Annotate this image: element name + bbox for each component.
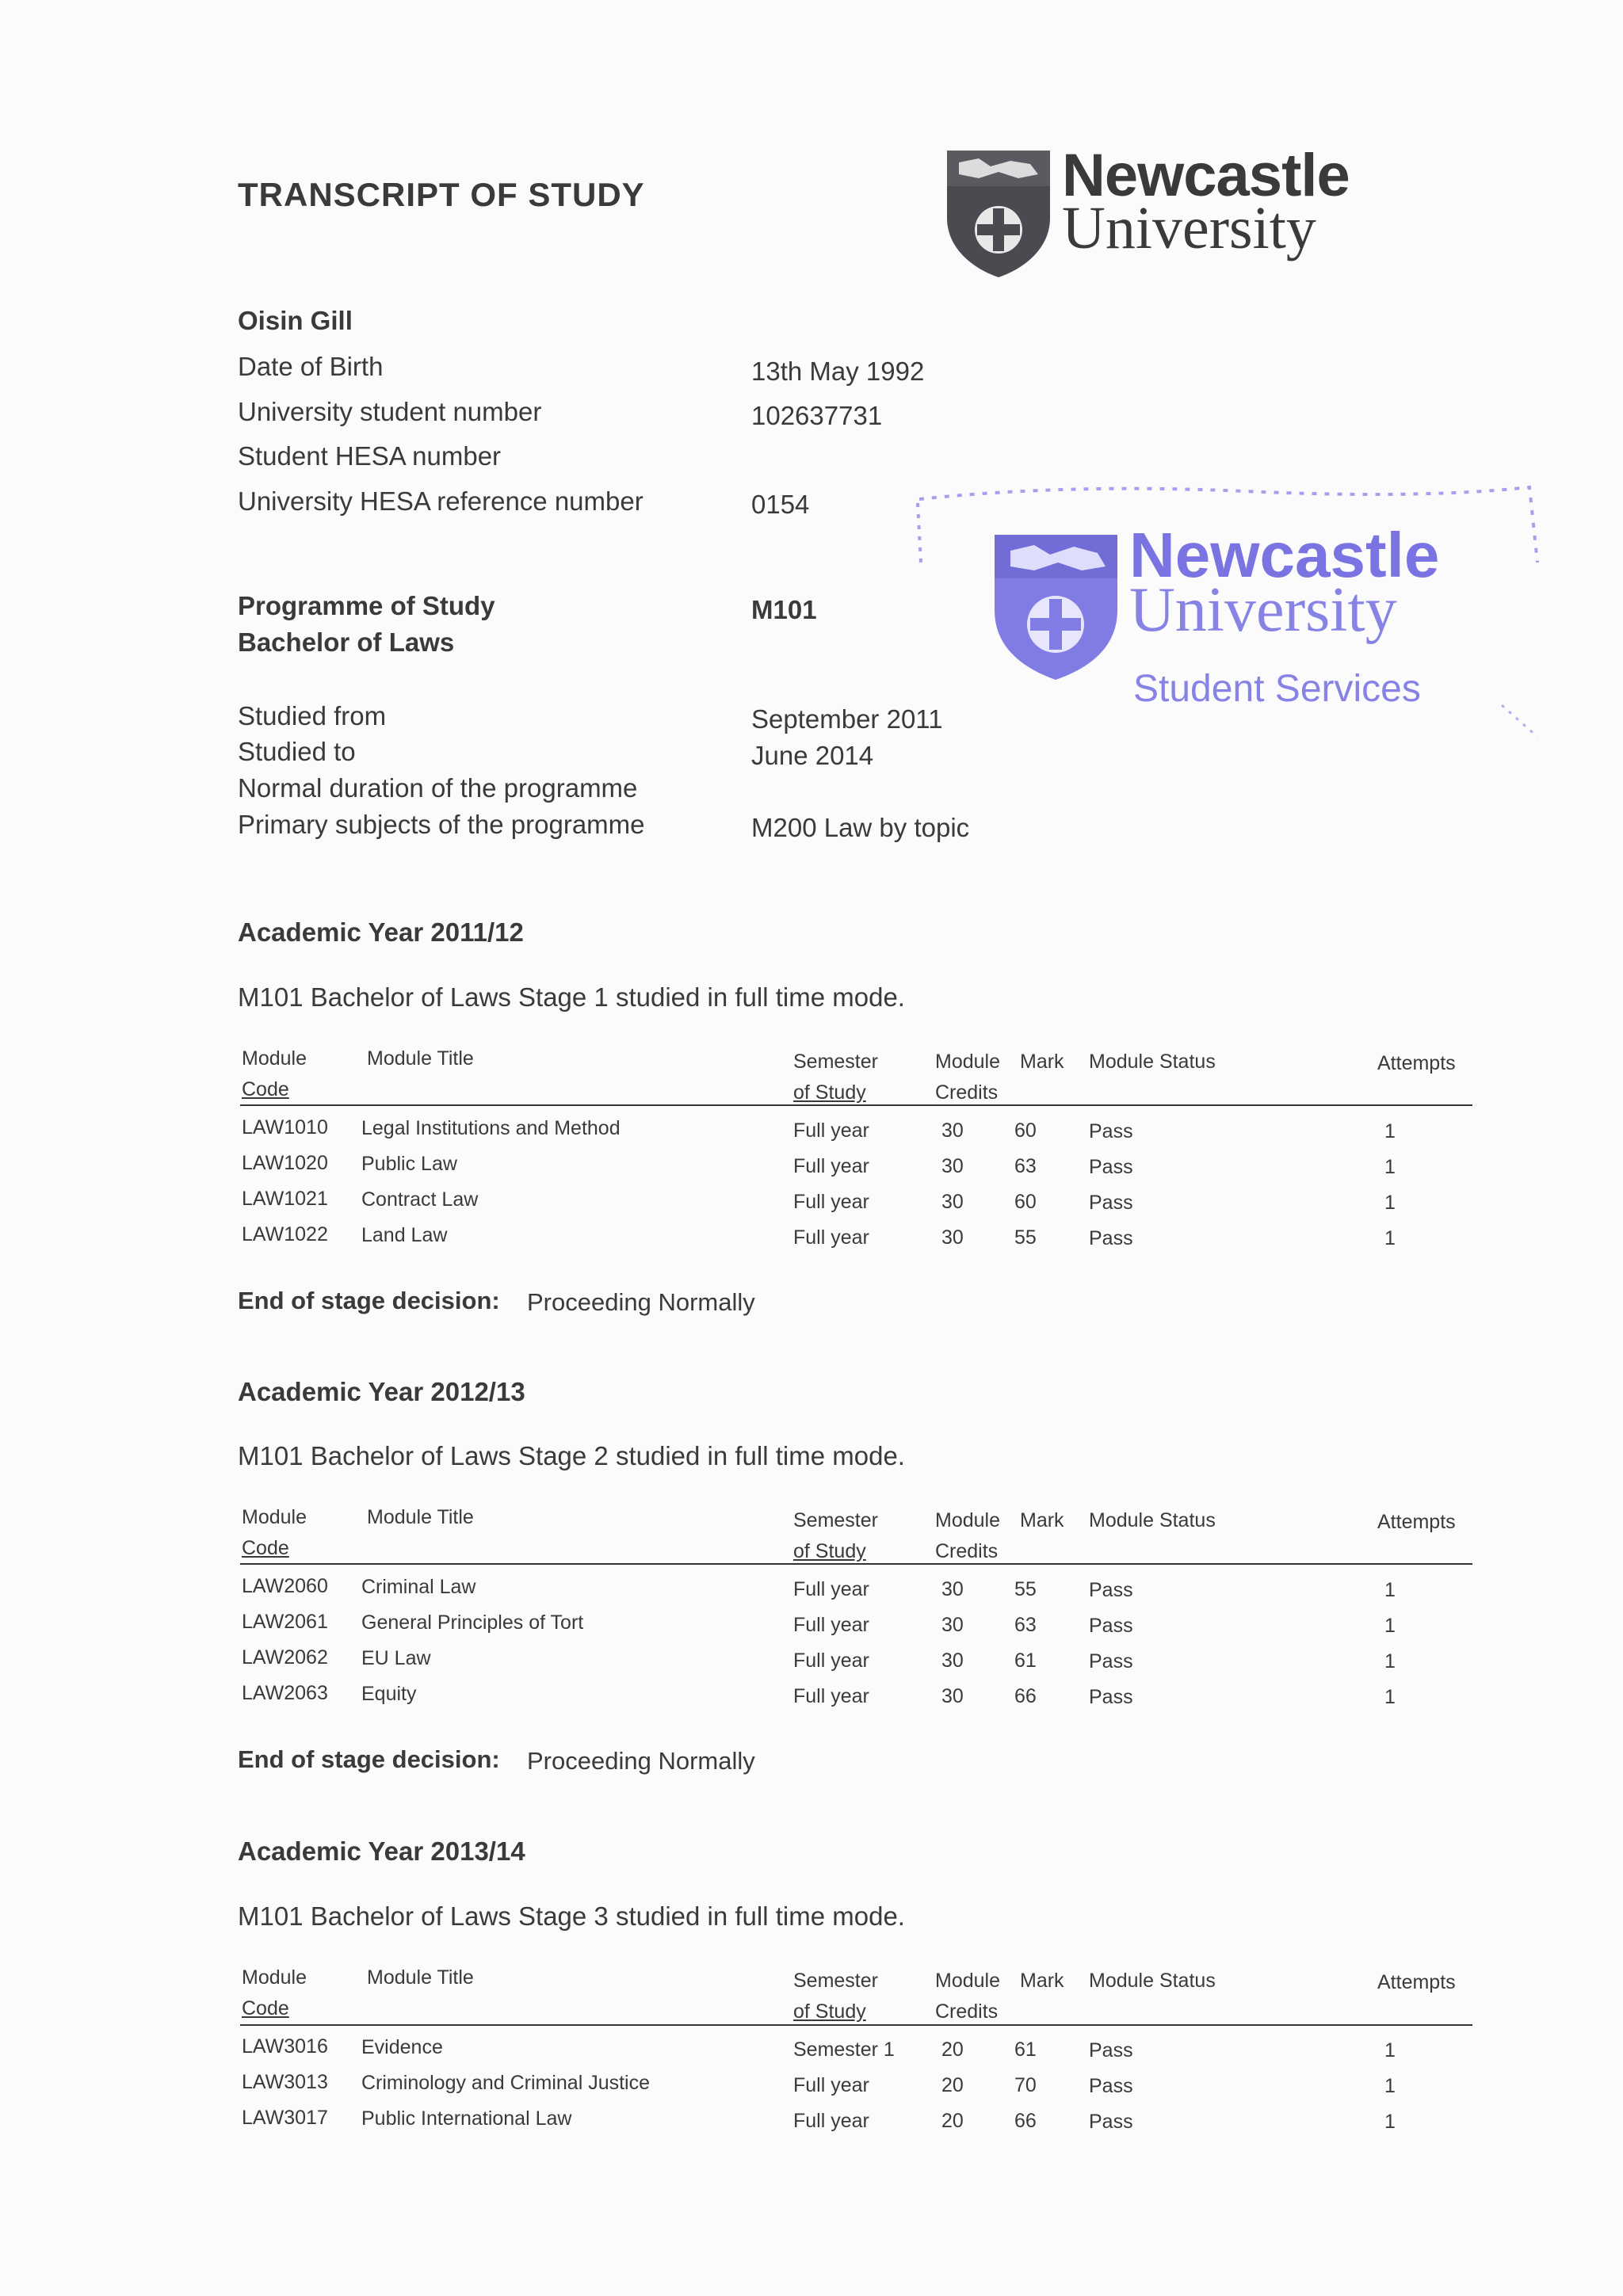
cell-semester: Full year xyxy=(793,1614,869,1636)
cell-semester: Semester 1 xyxy=(793,2039,895,2061)
header-mark: Mark xyxy=(1020,1509,1064,1531)
cell-status: Pass xyxy=(1089,2039,1133,2061)
cell-status: Pass xyxy=(1089,2075,1133,2097)
cell-title: Public International Law xyxy=(361,2107,572,2130)
cell-code: LAW1022 xyxy=(242,1223,328,1245)
header-code: Module xyxy=(242,1966,307,1989)
cell-attempts: 1 xyxy=(1384,1120,1396,1142)
cell-semester: Full year xyxy=(793,2110,869,2132)
student-number-value: 102637731 xyxy=(751,401,883,430)
studied-to-label: Studied to xyxy=(238,737,356,766)
year-description: M101 Bachelor of Laws Stage 2 studied in full time mode. xyxy=(238,1441,905,1470)
cell-status: Pass xyxy=(1089,1650,1133,1672)
document-title: TRANSCRIPT OF STUDY xyxy=(238,176,645,213)
cell-title: Criminology and Criminal Justice xyxy=(361,2072,651,2094)
cell-semester: Full year xyxy=(793,1578,869,1600)
header-attempts: Attempts xyxy=(1377,1971,1456,1993)
header-code: Code xyxy=(242,1537,289,1559)
decision-label: End of stage decision: xyxy=(238,1745,500,1773)
cell-attempts: 1 xyxy=(1384,1192,1396,1214)
header-semester: of Study xyxy=(793,2000,866,2023)
header-semester: Semester xyxy=(793,1509,878,1531)
cell-credits: 30 xyxy=(941,1685,964,1707)
cell-code: LAW3013 xyxy=(242,2071,328,2093)
header-semester: Semester xyxy=(793,1970,878,1992)
programme-code: M101 xyxy=(751,595,817,624)
cell-credits: 30 xyxy=(941,1614,964,1636)
cell-mark: 66 xyxy=(1014,2110,1037,2132)
header-code: Code xyxy=(242,1997,289,2019)
cell-semester: Full year xyxy=(793,1650,869,1672)
cell-title: Legal Institutions and Method xyxy=(361,1117,621,1139)
header-attempts: Attempts xyxy=(1377,1052,1456,1074)
header-title: Module Title xyxy=(367,1047,474,1070)
cell-mark: 60 xyxy=(1014,1191,1037,1213)
logo-text-university: University xyxy=(1062,195,1316,261)
cell-attempts: 1 xyxy=(1384,1686,1396,1708)
table-divider xyxy=(240,2024,1472,2026)
cell-title: EU Law xyxy=(361,1647,431,1669)
cell-mark: 60 xyxy=(1014,1119,1037,1142)
cell-title: Land Law xyxy=(361,1224,448,1246)
cell-status: Pass xyxy=(1089,1615,1133,1637)
cell-attempts: 1 xyxy=(1384,2039,1396,2061)
cell-title: Public Law xyxy=(361,1153,457,1175)
cell-code: LAW2061 xyxy=(242,1611,328,1633)
hesa-ref-label: University HESA reference number xyxy=(238,486,643,516)
cell-code: LAW2060 xyxy=(242,1575,328,1597)
cell-attempts: 1 xyxy=(1384,1615,1396,1637)
cell-attempts: 1 xyxy=(1384,1227,1396,1249)
cell-title: Criminal Law xyxy=(361,1576,476,1598)
cell-credits: 20 xyxy=(941,2039,964,2061)
cell-credits: 30 xyxy=(941,1155,964,1177)
cell-code: LAW3016 xyxy=(242,2035,328,2058)
cell-credits: 30 xyxy=(941,1119,964,1142)
header-credits: Credits xyxy=(935,1540,999,1562)
cell-semester: Full year xyxy=(793,1155,869,1177)
header-attempts: Attempts xyxy=(1377,1511,1456,1533)
cell-code: LAW2062 xyxy=(242,1646,328,1669)
header-credits: Credits xyxy=(935,1081,999,1104)
cell-status: Pass xyxy=(1089,1227,1133,1249)
cell-status: Pass xyxy=(1089,1120,1133,1142)
header-credits: Module xyxy=(935,1970,1000,1992)
student-name: Oisin Gill xyxy=(238,306,353,335)
header-title: Module Title xyxy=(367,1966,474,1989)
duration-label: Normal duration of the programme xyxy=(238,773,638,803)
cell-mark: 55 xyxy=(1014,1226,1037,1249)
cell-attempts: 1 xyxy=(1384,2111,1396,2133)
cell-semester: Full year xyxy=(793,2074,869,2096)
cell-title: Evidence xyxy=(361,2036,443,2058)
cell-status: Pass xyxy=(1089,1156,1133,1178)
header-code: Code xyxy=(242,1078,289,1100)
header-status: Module Status xyxy=(1089,1970,1216,1992)
cell-code: LAW3017 xyxy=(242,2107,328,2129)
header-mark: Mark xyxy=(1020,1970,1064,1992)
cell-mark: 61 xyxy=(1014,1650,1037,1672)
cell-mark: 63 xyxy=(1014,1614,1037,1636)
student-number-label: University student number xyxy=(238,397,542,426)
header-credits: Module xyxy=(935,1051,1000,1073)
cell-mark: 66 xyxy=(1014,1685,1037,1707)
cell-attempts: 1 xyxy=(1384,1650,1396,1672)
cell-credits: 20 xyxy=(941,2110,964,2132)
year-description: M101 Bachelor of Laws Stage 3 studied in full time mode. xyxy=(238,1901,905,1931)
decision-label: End of stage decision: xyxy=(238,1287,500,1314)
year-heading: Academic Year 2013/14 xyxy=(238,1836,525,1866)
logo-text-newcastle: Newcastle xyxy=(1062,142,1350,209)
header-semester: of Study xyxy=(793,1540,866,1562)
stamp-text-university: University xyxy=(1129,575,1397,645)
stamp-text-student-services: Student Services xyxy=(1133,668,1421,710)
header-title: Module Title xyxy=(367,1506,474,1528)
hesa-number-label: Student HESA number xyxy=(238,441,502,471)
cell-attempts: 1 xyxy=(1384,2075,1396,2097)
year-description: M101 Bachelor of Laws Stage 1 studied in full time mode. xyxy=(238,982,905,1012)
programme-name: Bachelor of Laws xyxy=(238,627,455,657)
cell-attempts: 1 xyxy=(1384,1579,1396,1601)
dob-label: Date of Birth xyxy=(238,352,384,381)
cell-credits: 30 xyxy=(941,1578,964,1600)
header-status: Module Status xyxy=(1089,1509,1216,1531)
cell-status: Pass xyxy=(1089,1192,1133,1214)
cell-code: LAW1020 xyxy=(242,1152,328,1174)
cell-credits: 20 xyxy=(941,2074,964,2096)
cell-semester: Full year xyxy=(793,1191,869,1213)
hesa-ref-value: 0154 xyxy=(751,490,810,519)
studied-from-label: Studied from xyxy=(238,701,387,730)
header-semester: Semester xyxy=(793,1051,878,1073)
studied-to-value: June 2014 xyxy=(751,741,874,770)
cell-credits: 30 xyxy=(941,1226,964,1249)
header-code: Module xyxy=(242,1047,307,1070)
table-divider xyxy=(240,1563,1472,1565)
cell-credits: 30 xyxy=(941,1650,964,1672)
cell-mark: 61 xyxy=(1014,2039,1037,2061)
cell-semester: Full year xyxy=(793,1685,869,1707)
header-status: Module Status xyxy=(1089,1051,1216,1073)
cell-mark: 70 xyxy=(1014,2074,1037,2096)
year-heading: Academic Year 2012/13 xyxy=(238,1377,525,1406)
cell-status: Pass xyxy=(1089,1579,1133,1601)
cell-status: Pass xyxy=(1089,1686,1133,1708)
subjects-label: Primary subjects of the programme xyxy=(238,810,645,839)
cell-title: Contract Law xyxy=(361,1188,479,1211)
cell-code: LAW2063 xyxy=(242,1682,328,1704)
header-code: Module xyxy=(242,1506,307,1528)
cell-semester: Full year xyxy=(793,1226,869,1249)
cell-semester: Full year xyxy=(793,1119,869,1142)
cell-credits: 30 xyxy=(941,1191,964,1213)
cell-code: LAW1021 xyxy=(242,1188,328,1210)
studied-from-value: September 2011 xyxy=(751,704,943,734)
decision-value: Proceeding Normally xyxy=(527,1747,755,1775)
cell-title: General Principles of Tort xyxy=(361,1611,584,1634)
cell-title: Equity xyxy=(361,1683,417,1705)
stamp-text-newcastle: Newcastle xyxy=(1129,520,1440,590)
header-mark: Mark xyxy=(1020,1051,1064,1073)
decision-value: Proceeding Normally xyxy=(527,1288,755,1316)
cell-mark: 55 xyxy=(1014,1578,1037,1600)
header-credits: Credits xyxy=(935,2000,999,2023)
year-heading: Academic Year 2011/12 xyxy=(238,917,524,947)
header-credits: Module xyxy=(935,1509,1000,1531)
dob-value: 13th May 1992 xyxy=(751,357,925,386)
cell-code: LAW1010 xyxy=(242,1116,328,1138)
table-divider xyxy=(240,1104,1472,1106)
cell-status: Pass xyxy=(1089,2111,1133,2133)
subjects-value: M200 Law by topic xyxy=(751,813,970,842)
header-semester: of Study xyxy=(793,1081,866,1104)
programme-heading: Programme of Study xyxy=(238,591,495,620)
university-crest-icon xyxy=(943,147,1054,285)
cell-mark: 63 xyxy=(1014,1155,1037,1177)
cell-attempts: 1 xyxy=(1384,1156,1396,1178)
